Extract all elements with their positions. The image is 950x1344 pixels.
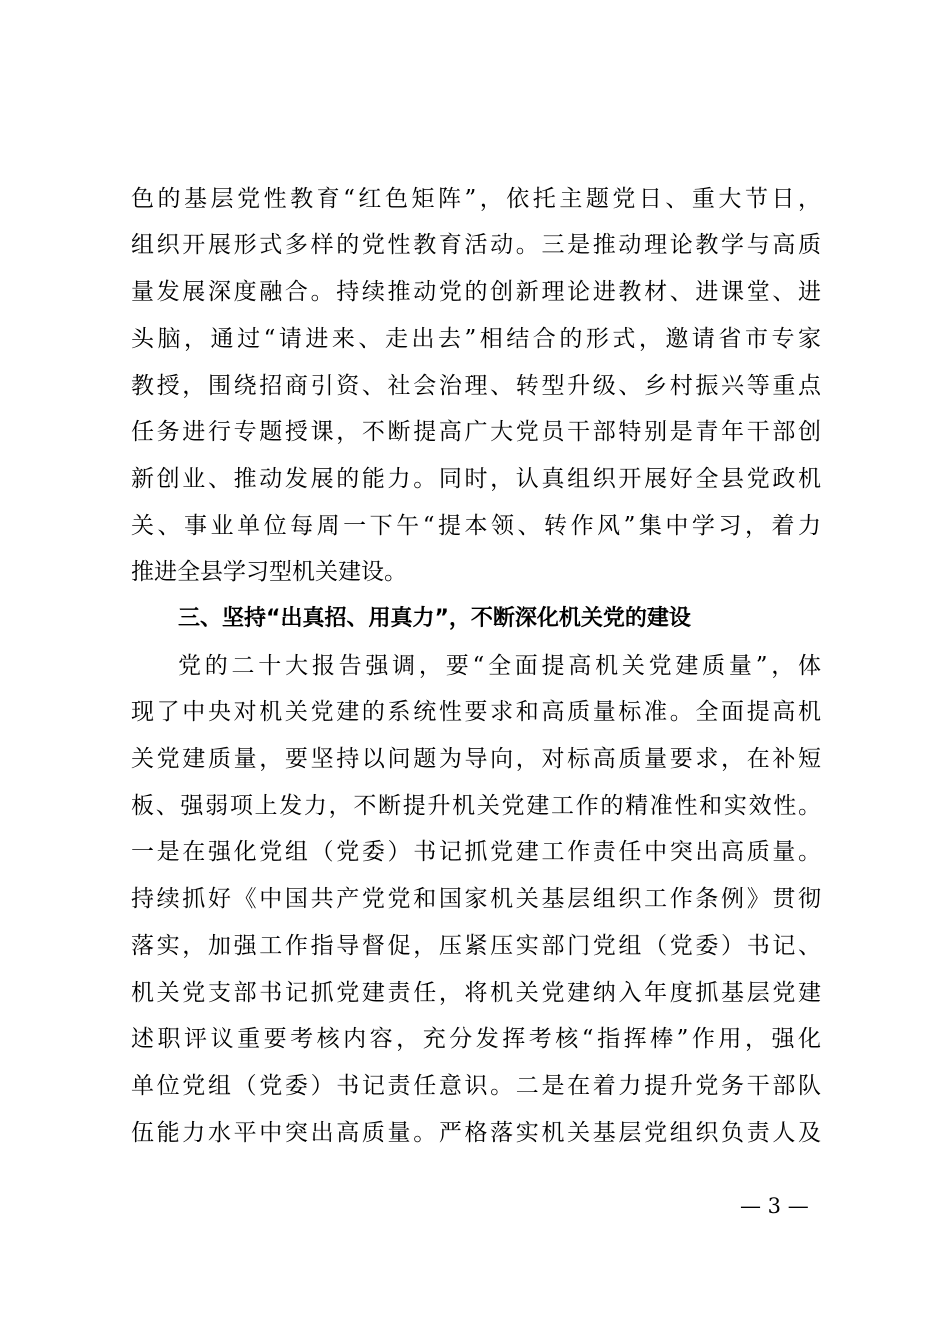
body-text-line: 述职评议重要考核内容，充分发挥考核“指挥棒”作用，强化: [131, 1026, 821, 1052]
body-text-line: 新创业、推动发展的能力。同时，认真组织开展好全县党政机: [131, 466, 821, 492]
section-heading: 三、坚持“出真招、用真力”，不断深化机关党的建设: [178, 606, 691, 631]
body-text-line: 伍能力水平中突出高质量。严格落实机关基层党组织负责人及: [131, 1120, 821, 1146]
body-text-line: 持续抓好《中国共产党党和国家机关基层组织工作条例》贯彻: [131, 886, 821, 912]
body-text-line: 关党建质量，要坚持以问题为导向，对标高质量要求，在补短: [131, 746, 821, 772]
body-text-line: 关、事业单位每周一下午“提本领、转作风”集中学习，着力: [131, 513, 821, 539]
body-text-line: 色的基层党性教育“红色矩阵”，依托主题党日、重大节日，: [131, 186, 821, 212]
body-text-line: 头脑，通过“请进来、走出去”相结合的形式，邀请省市专家: [131, 326, 821, 352]
body-text-line: 机关党支部书记抓党建责任，将机关党建纳入年度抓基层党建: [131, 980, 821, 1006]
body-text-line: 教授，围绕招商引资、社会治理、转型升级、乡村振兴等重点: [131, 373, 821, 399]
body-text-line: 量发展深度融合。持续推动党的创新理论进教材、进课堂、进: [131, 279, 821, 305]
body-text-line: 单位党组（党委）书记责任意识。二是在着力提升党务干部队: [131, 1073, 821, 1099]
body-text-line: 推进全县学习型机关建设。: [131, 559, 407, 585]
body-text-line: 党的二十大报告强调，要“全面提高机关党建质量”，体: [178, 653, 821, 679]
body-text-line: 板、强弱项上发力，不断提升机关党建工作的精准性和实效性。: [131, 793, 821, 819]
body-text-line: 落实，加强工作指导督促，压紧压实部门党组（党委）书记、: [131, 933, 821, 959]
body-text-line: 任务进行专题授课，不断提高广大党员干部特别是青年干部创: [131, 419, 821, 445]
body-text-line: 一是在强化党组（党委）书记抓党建工作责任中突出高质量。: [131, 839, 821, 865]
page-number: — 3 —: [740, 1194, 809, 1218]
body-text-line: 现了中央对机关党建的系统性要求和高质量标准。全面提高机: [131, 699, 821, 725]
body-text-line: 组织开展形式多样的党性教育活动。三是推动理论教学与高质: [131, 232, 821, 258]
